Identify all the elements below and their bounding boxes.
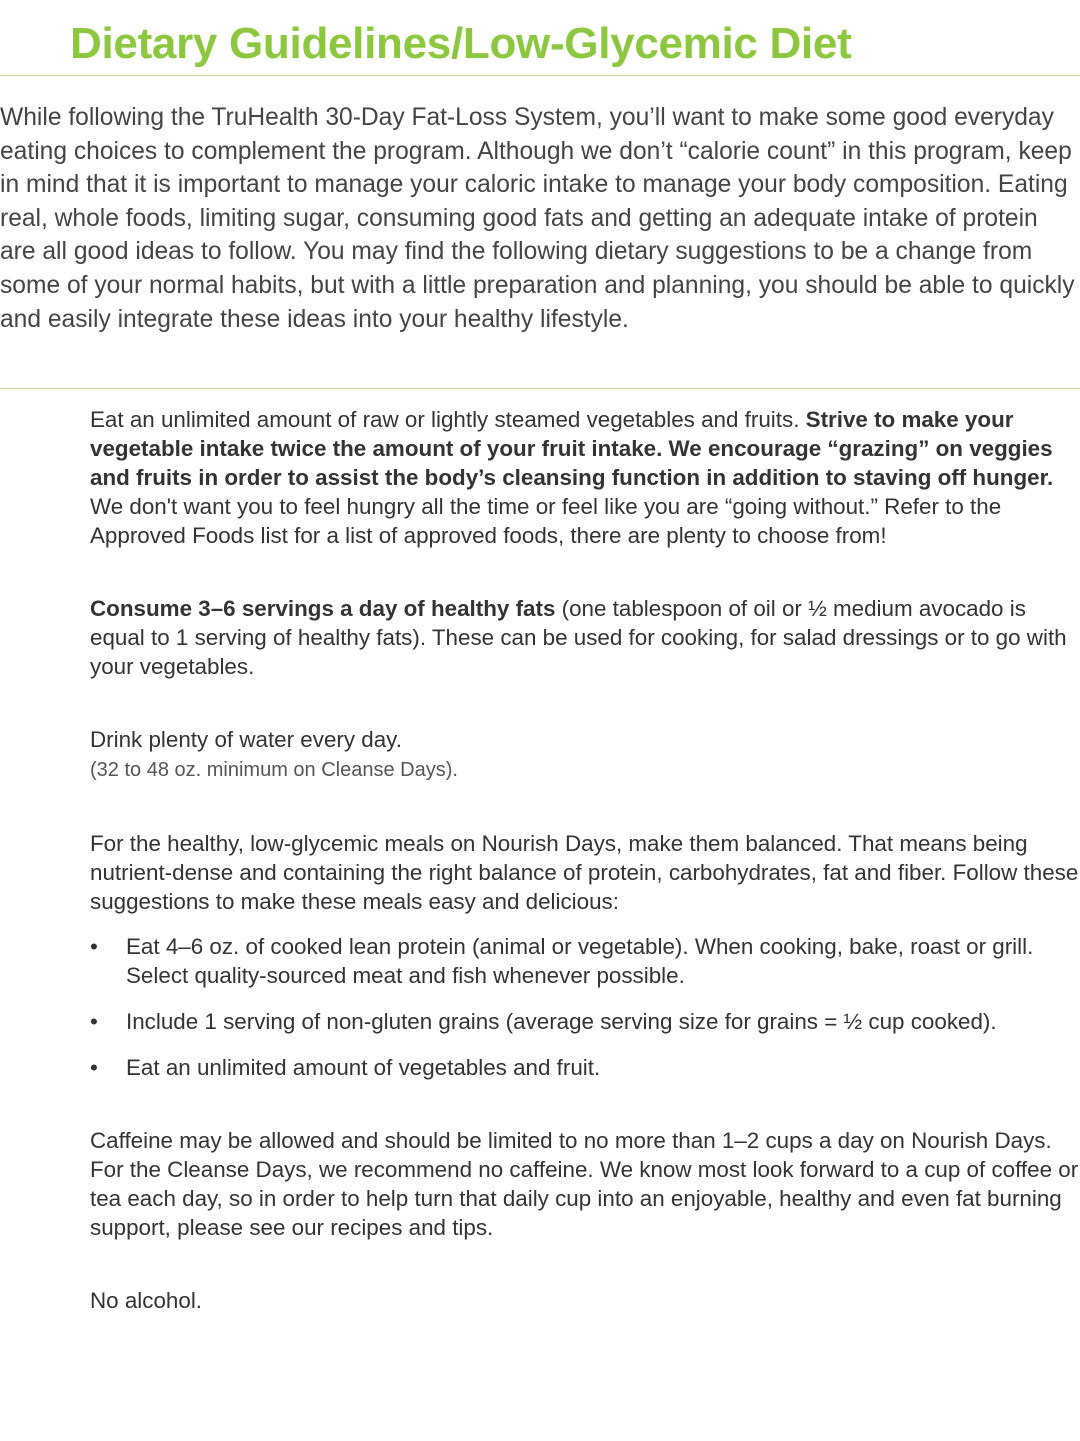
list-item: [90, 1053, 1080, 1082]
intro-paragraph: While following the TruHealth 30-Day Fat-Loss System, you’ll want to make some good everyday eating choices to complement the program. Although we don’t “calorie count” in this program, keep in mind that it is important to manage your caloric intake to manage your body composition. Eating real, whole foods, limiting sugar, consuming good fats and getting an adequate intake of protein are all good ideas to follow. You may find the following dietary suggestions to be a change from some of your normal habits, but with a little preparation and planning, you should be able to quickly and easily integrate these ideas into your healthy lifestyle.: [0, 104, 1075, 333]
guideline-fats: [90, 594, 1080, 681]
title-divider: [0, 75, 1080, 76]
meal-suggestions-list: [90, 932, 1080, 1082]
list-item: [90, 1007, 1080, 1036]
bullet-icon: •: [90, 934, 98, 959]
list-item-text: Eat an unlimited amount of vegetables and fruit.: [126, 1055, 601, 1080]
guideline-water: [90, 725, 1080, 785]
vegetables-emphasis: Strive to make your vegetable intake twice the amount of your fruit intake. We encourage “grazing” on veggies and fruits in order to assist the body’s cleansing function in addition to staving off hunger.: [90, 407, 1054, 490]
page-title: Dietary Guidelines/Low-Glycemic Diet: [70, 19, 852, 68]
fats-emphasis: Consume 3–6 servings a day of healthy fats: [90, 596, 556, 621]
list-item: [90, 932, 1080, 990]
bullet-icon: •: [90, 1055, 98, 1080]
vegetables-lead: Eat an unlimited amount of raw or lightly steamed vegetables and fruits.: [90, 407, 806, 432]
guideline-caffeine: Caffeine may be allowed and should be limited to no more than 1–2 cups a day on Nourish Days. For the Cleanse Days, we recommend no caffeine. We know most look forward to a cup of coffee or tea each day, so in order to help turn that daily cup into an enjoyable, healthy and even fat burning support, please see our recipes and tips.: [90, 1128, 1079, 1240]
list-item-text: Eat 4–6 oz. of cooked lean protein (animal or vegetable). When cooking, bake, roast or grill. Select quality-sourced meat and fish whenever possible.: [126, 934, 1034, 988]
water-main: Drink plenty of water every day.: [90, 727, 402, 752]
guideline-vegetables: [90, 405, 1080, 550]
fats-rest: (one tablespoon of oil or ½ medium avocado is equal to 1 serving of healthy fats). These can be used for cooking, for salad dressings or to go with your vegetables.: [90, 596, 1067, 679]
water-note: (32 to 48 oz. minimum on Cleanse Days).: [90, 759, 458, 781]
list-item-text: Include 1 serving of non-gluten grains (average serving size for grains = ½ cup cooked).: [126, 1009, 997, 1034]
guidelines-list: [90, 405, 1080, 1315]
intro-divider: [0, 388, 1080, 389]
guideline-meals: For the healthy, low-glycemic meals on Nourish Days, make them balanced. That means being nutrient-dense and containing the right balance of protein, carbohydrates, fat and fiber. Follow these suggestions to make these meals easy and delicious:: [90, 831, 1079, 914]
vegetables-rest: We don't want you to feel hungry all the time or feel like you are “going without.” Refer to the Approved Foods list for a list of approved foods, there are plenty to choose from!: [90, 494, 1002, 548]
guideline-alcohol: No alcohol.: [90, 1288, 203, 1313]
bullet-icon: •: [90, 1009, 98, 1034]
